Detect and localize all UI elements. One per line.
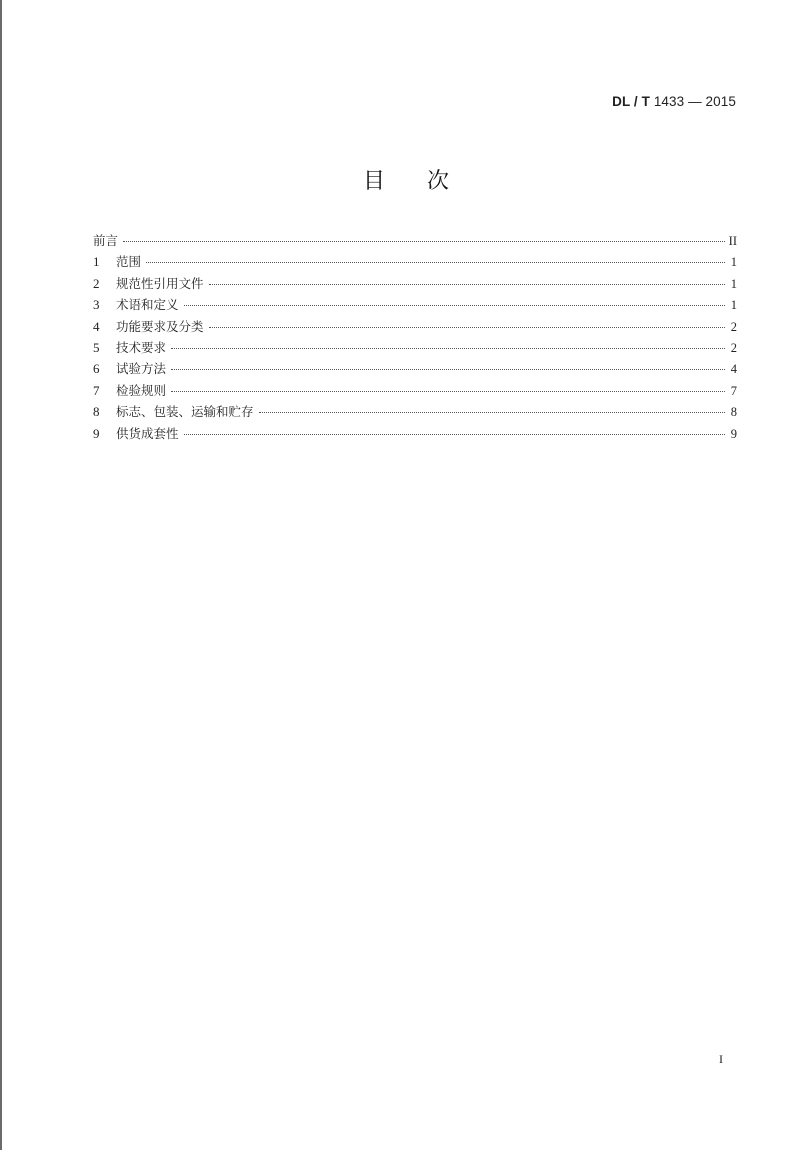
toc-entry-marking-packaging[interactable] [93, 401, 737, 422]
toc-entry-title: 范围 [116, 254, 142, 270]
toc-entry-scope[interactable] [93, 251, 737, 272]
toc-entry-title: 规范性引用文件 [116, 275, 204, 291]
toc-entry-title: 技术要求 [116, 339, 167, 355]
toc-entry-page: 7 [730, 383, 737, 398]
toc-entry-page: 9 [730, 426, 737, 441]
toc-dot-leader [123, 241, 725, 242]
toc-entry-page: 8 [730, 405, 737, 420]
toc-list [93, 230, 737, 444]
toc-entry-number: 3 [93, 297, 100, 313]
toc-entry-page: 1 [730, 276, 737, 291]
toc-entry-foreword[interactable] [93, 230, 737, 251]
toc-entry-title: 前言 [93, 233, 119, 248]
toc-dot-leader [259, 412, 725, 413]
toc-entry-title: 供货成套性 [116, 425, 179, 441]
toc-dot-leader [209, 284, 725, 285]
toc-entry-title: 试验方法 [116, 361, 167, 377]
toc-entry-title: 术语和定义 [116, 297, 179, 313]
toc-entry-page: 2 [730, 319, 737, 334]
toc-dot-leader [184, 434, 725, 435]
toc-dot-leader [171, 369, 725, 370]
toc-entry-title: 功能要求及分类 [116, 318, 204, 334]
toc-entry-normative-references[interactable] [93, 273, 737, 294]
toc-entry-title: 检验规则 [116, 382, 167, 398]
toc-title: 目次 [362, 169, 491, 194]
toc-entry-number: 4 [93, 318, 100, 334]
toc-entry-number: 8 [93, 404, 100, 420]
toc-entry-page: II [728, 234, 737, 248]
toc-entry-page: 4 [730, 362, 737, 377]
toc-dot-leader [171, 348, 725, 349]
toc-dot-leader [209, 327, 725, 328]
toc-entry-page: 2 [730, 340, 737, 355]
standard-code-prefix: DL / T [612, 94, 650, 109]
toc-entry-functional-requirements[interactable] [93, 316, 737, 337]
toc-entry-test-methods[interactable] [93, 358, 737, 379]
toc-entry-page: 1 [730, 298, 737, 313]
toc-dot-leader [146, 262, 725, 263]
toc-entry-number: 6 [93, 361, 100, 377]
toc-entry-supply-completeness[interactable] [93, 423, 737, 444]
toc-entry-number: 7 [93, 382, 100, 398]
toc-entry-inspection-rules[interactable] [93, 380, 737, 401]
toc-entry-technical-requirements[interactable] [93, 337, 737, 358]
toc-entry-number: 9 [93, 425, 100, 441]
toc-entry-number: 1 [93, 254, 100, 270]
page-number: I [719, 1052, 723, 1066]
standard-code-number: 1433 — 2015 [649, 94, 736, 109]
toc-entry-number: 2 [93, 275, 100, 291]
toc-entry-title: 标志、包装、运输和贮存 [116, 404, 254, 420]
toc-entry-terms-definitions[interactable] [93, 294, 737, 315]
standard-code [612, 94, 736, 109]
toc-dot-leader [184, 305, 725, 306]
toc-entry-page: 1 [730, 255, 737, 270]
toc-entry-number: 5 [93, 339, 100, 355]
toc-dot-leader [171, 391, 725, 392]
